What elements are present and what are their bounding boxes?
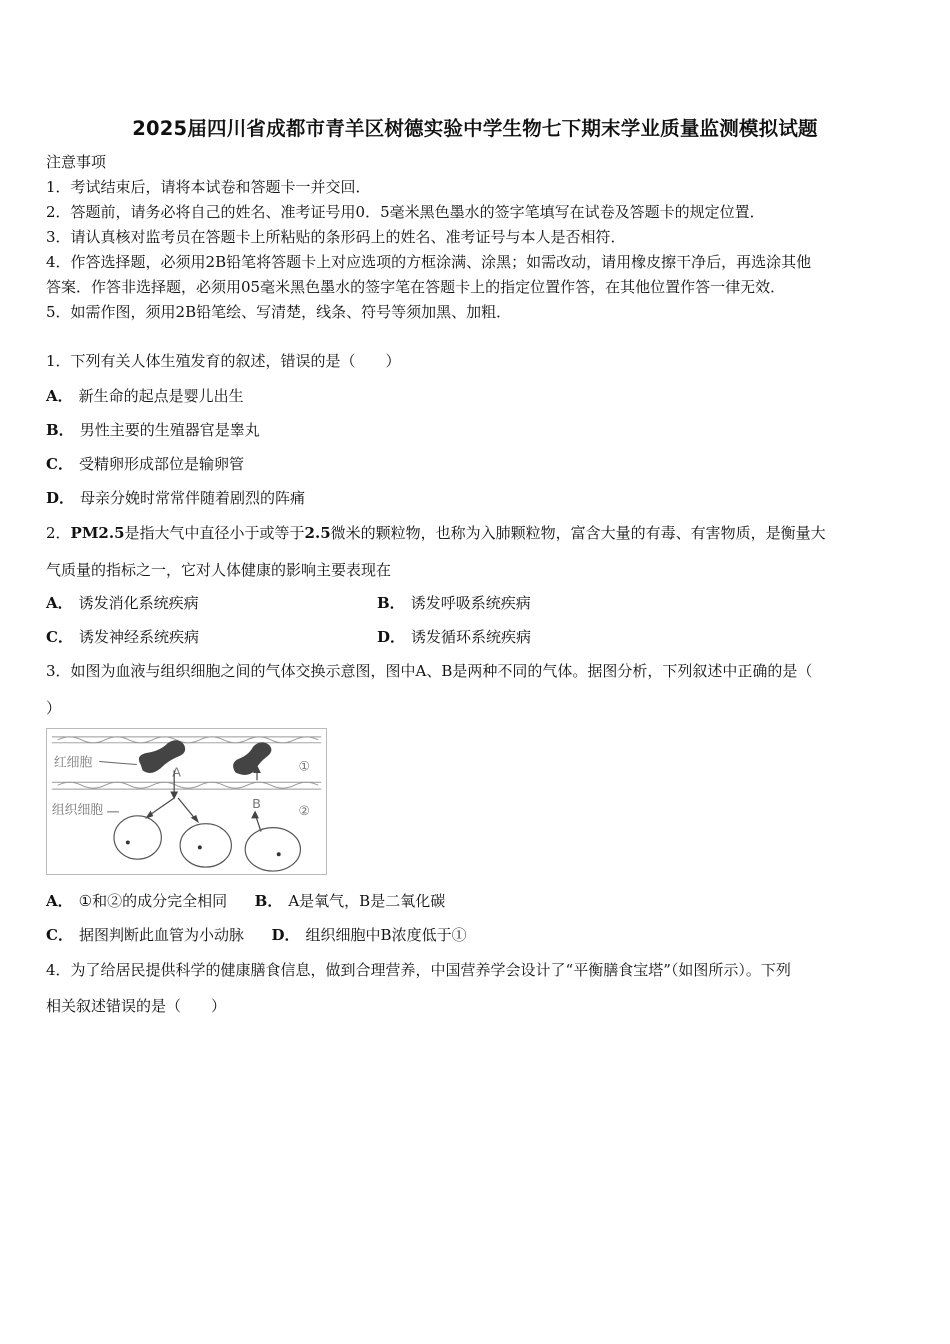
option-letter: A．	[46, 594, 73, 612]
vessel-wall-bottom	[52, 782, 321, 789]
q3-option-d[interactable]	[272, 926, 467, 944]
option-text: 诱发消化系统疾病	[78, 594, 199, 612]
option-text: 受精卵形成部位是输卵管	[78, 455, 244, 473]
tissue-cell-nucleus	[126, 840, 130, 844]
notice-item: 答案．作答非选择题，必须用05毫米黑色墨水的签字笔在答题卡上的指定位置作答，在其他位置作答一律无效．	[46, 278, 786, 296]
option-text: 据图判断此血管为小动脉	[78, 926, 244, 944]
option-text: 男性主要的生殖器官是睾丸	[79, 421, 260, 439]
q1-stem: 1．下列有关人体生殖发育的叙述，错误的是（ ）	[46, 352, 401, 370]
label-circle-2: ②	[298, 803, 310, 819]
option-text: 组织细胞中B浓度低于①	[305, 926, 467, 944]
q3-stem: 3．如图为血液与组织细胞之间的气体交换示意图，图中A、B是两种不同的气体。据图分析，下列叙述中正确的是（	[46, 662, 813, 680]
q1-option-d[interactable]	[46, 488, 305, 508]
q3-option-b[interactable]	[255, 892, 446, 910]
q3-option-a[interactable]	[46, 892, 227, 910]
option-letter: C．	[46, 926, 73, 944]
tissue-cell-nucleus	[198, 845, 202, 849]
q2-pm-term: PM2.5	[70, 524, 125, 542]
notice-item: 4．作答选择题，必须用2B铅笔将答题卡上对应选项的方框涂满、涂黑；如需改动，请用橡皮擦干净后，再选涂其他	[46, 253, 812, 271]
label-red-blood-cell: 红细胞	[53, 755, 93, 771]
notice-item: 3．请认真核对监考员在答题卡上所粘贴的条形码上的姓名、准考证号与本人是否相符．	[46, 228, 626, 246]
q3-stem-line2: ）	[46, 699, 62, 717]
label-circle-1: ①	[298, 759, 310, 775]
label-gas-a: A	[172, 765, 181, 781]
q2-stem-line2: 气质量的指标之一，它对人体健康的影响主要表现在	[46, 561, 392, 579]
q2-option-d[interactable]	[377, 627, 531, 647]
option-text: A是氧气，B是二氧化碳	[288, 892, 446, 910]
gas-exchange-diagram	[47, 729, 326, 874]
q1-option-c[interactable]	[46, 454, 244, 474]
gas-arrows	[147, 766, 261, 831]
notice-item: 1．考试结束后，请将本试卷和答题卡一并交回．	[46, 178, 371, 196]
q1-option-a[interactable]	[46, 386, 244, 406]
option-letter: C．	[46, 455, 73, 473]
q3-option-c[interactable]	[46, 926, 244, 944]
label-tissue-cell: 组织细胞	[51, 802, 104, 818]
option-text: ①和②的成分完全相同	[78, 892, 228, 910]
option-letter: A．	[46, 387, 73, 405]
q2-number: 2．	[46, 524, 71, 542]
tissue-cell-3	[245, 828, 300, 871]
label-gas-b: B	[252, 796, 261, 812]
q4-stem: 4．为了给居民提供科学的健康膳食信息，做到合理营养，中国营养学会设计了“平衡膳食宝塔”（如图所示）。下列	[46, 961, 791, 979]
gas-exchange-figure	[46, 728, 327, 875]
tissue-cell-nucleus	[277, 852, 281, 856]
pointer-line	[99, 762, 136, 765]
red-blood-cell-2	[233, 742, 271, 775]
option-letter: D．	[271, 926, 300, 944]
option-letter: D．	[377, 628, 406, 646]
option-letter: C．	[46, 628, 73, 646]
notice-item: 5．如需作图，须用2B铅笔绘、写清楚，线条、符号等须加黑、加粗．	[46, 303, 512, 321]
option-text: 新生命的起点是婴儿出生	[78, 387, 244, 405]
q3-options-row1	[46, 891, 445, 911]
q2-option-c[interactable]	[46, 627, 199, 647]
q4-stem-line2: 相关叙述错误的是（ ）	[46, 997, 227, 1015]
option-text: 诱发循环系统疾病	[411, 628, 532, 646]
notice-heading: 注意事项	[46, 153, 107, 171]
option-letter: B．	[377, 594, 405, 612]
option-letter: D．	[46, 489, 75, 507]
notice-item: 2．答题前，请务必将自己的姓名、准考证号用0．5毫米黑色墨水的签字笔填写在试卷及答题卡的规定位置．	[46, 203, 765, 221]
q2-option-a[interactable]	[46, 593, 199, 613]
q2-value: 2.5	[304, 524, 331, 542]
q2-option-b[interactable]	[377, 593, 531, 613]
q2-stem-a: 是指大气中直径小于或等于	[124, 524, 305, 542]
q3-options-row2	[46, 925, 467, 945]
option-text: 诱发呼吸系统疾病	[410, 594, 531, 612]
page-title: 2025届四川省成都市青羊区树德实验中学生物七下期末学业质量监测模拟试题	[132, 117, 818, 140]
option-letter: B．	[46, 421, 74, 439]
q2-stem	[46, 523, 826, 543]
vessel-wall-top	[52, 737, 321, 743]
tissue-cell-2	[180, 824, 231, 867]
option-letter: A．	[46, 892, 73, 910]
option-text: 母亲分娩时常常伴随着剧烈的阵痛	[80, 489, 306, 507]
tissue-cell-1	[114, 816, 161, 859]
option-letter: B．	[254, 892, 283, 910]
option-text: 诱发神经系统疾病	[78, 628, 199, 646]
q1-option-b[interactable]	[46, 420, 260, 440]
q2-stem-b: 微米的颗粒物，也称为入肺颗粒物，富含大量的有毒、有害物质，是衡量大	[330, 524, 826, 542]
